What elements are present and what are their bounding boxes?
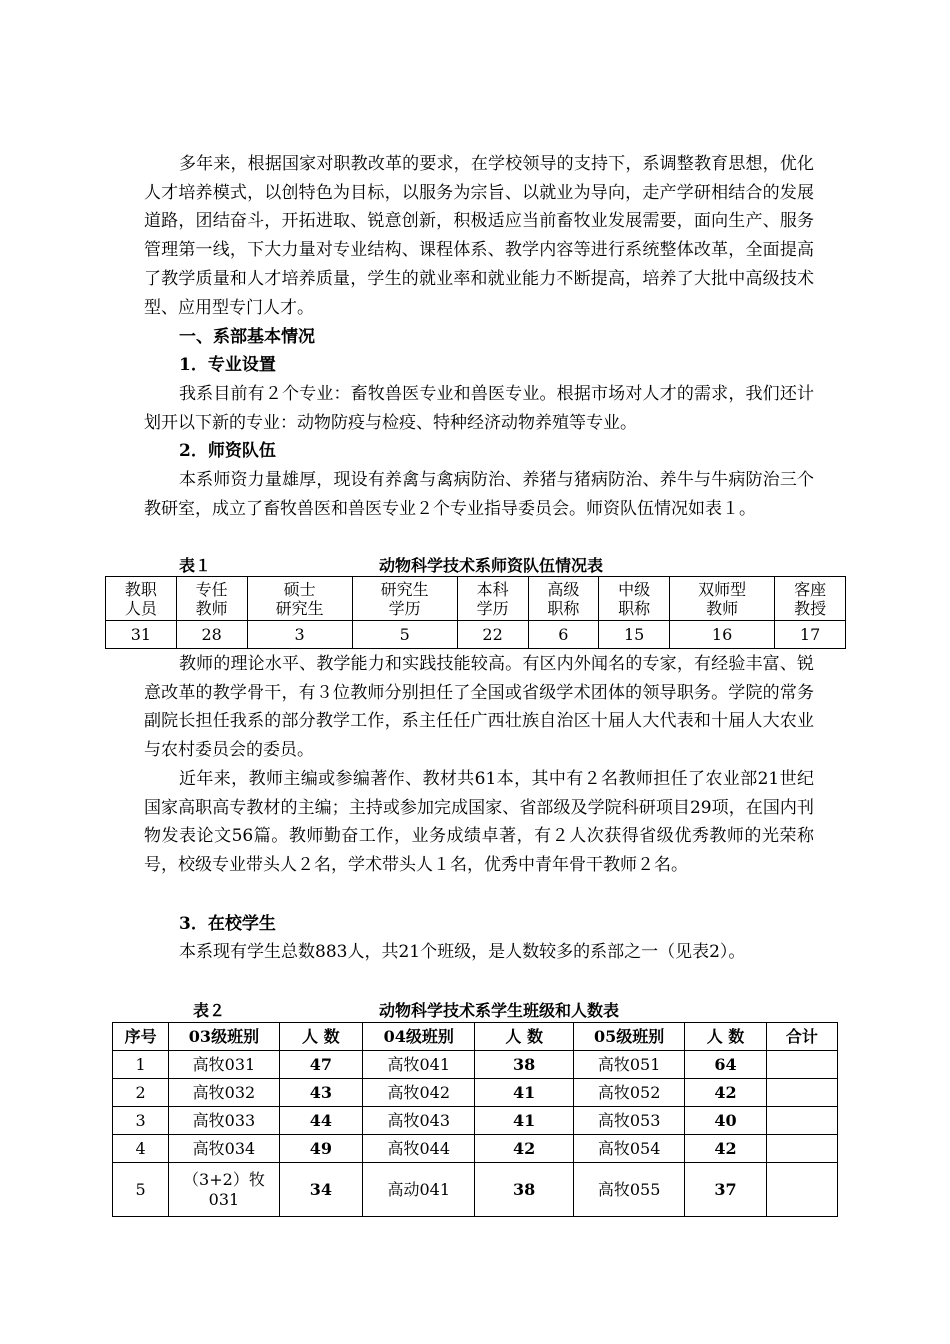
class-name: 高牧051 — [573, 1051, 684, 1079]
works-paragraph: 近年来，教师主编或参编著作、教材共61本，其中有２名教师担任了农业部21世纪国家高职高专教材的主编；主持或参加完成国家、省部级及学院科研项目29项，在国内刊物发表论文56篇。教师勤奋工作，业务成绩卓著，有２人次获得省级优秀教师的光荣称号，校级专业带头人２名，学术带头人１名，优秀中青年骨干教师２名。 — [144, 769, 814, 876]
faculty-table-cell: 6 — [528, 621, 599, 649]
student-count: 34 — [279, 1163, 362, 1217]
faculty-table-cell: 31 — [106, 621, 177, 649]
faculty-paragraph: 本系师资力量雄厚，现设有养禽与禽病防治、养猪与猪病防治、养牛与牛病防治三个教研室，成立了畜牧兽医和兽医专业２个专业指导委员会。师资队伍情况如表１。 — [144, 470, 814, 519]
student-count: 37 — [685, 1163, 766, 1217]
class-name: 高牧043 — [363, 1107, 475, 1135]
row-total — [766, 1051, 837, 1079]
student-count: 41 — [475, 1079, 573, 1107]
faculty-table-header: 硕士 研究生 — [247, 577, 352, 621]
student-count: 41 — [475, 1107, 573, 1135]
row-number: 5 — [113, 1163, 169, 1217]
class-name: 高牧032 — [169, 1079, 279, 1107]
class-name: 高牧031 — [169, 1051, 279, 1079]
students-table-header: 人 数 — [685, 1023, 766, 1051]
faculty-table-cell: 17 — [775, 621, 846, 649]
faculty-table-header: 本科 学历 — [457, 577, 528, 621]
table2-title: 动物科学技术系学生班级和人数表 — [379, 1001, 620, 1020]
students-table-header: 04级班别 — [363, 1023, 475, 1051]
student-count: 40 — [685, 1107, 766, 1135]
faculty-table-header: 双师型 教师 — [670, 577, 775, 621]
student-count: 42 — [475, 1135, 573, 1163]
table2-label: 表２ — [193, 1001, 226, 1020]
row-number: 2 — [113, 1079, 169, 1107]
students-table-header: 序号 — [113, 1023, 169, 1051]
row-number: 1 — [113, 1051, 169, 1079]
table-row — [113, 1107, 838, 1135]
faculty-table-cell: 5 — [352, 621, 457, 649]
table-row — [113, 1079, 838, 1107]
row-total — [766, 1107, 837, 1135]
subheading-majors: 1．专业设置 — [179, 355, 276, 375]
students-table-header: 人 数 — [279, 1023, 362, 1051]
row-number: 3 — [113, 1107, 169, 1135]
faculty-table-cell: 16 — [670, 621, 775, 649]
class-name: 高牧041 — [363, 1051, 475, 1079]
majors-paragraph: 我系目前有２个专业：畜牧兽医专业和兽医专业。根据市场对人才的需求，我们还计划开以下新的专业：动物防疫与检疫、特种经济动物养殖等专业。 — [144, 384, 814, 433]
student-count: 38 — [475, 1051, 573, 1079]
table-row — [113, 1163, 838, 1217]
row-total — [766, 1163, 837, 1217]
students-table — [112, 1022, 838, 1217]
students-paragraph: 本系现有学生总数883人，共21个班级，是人数较多的系部之一（见表2）。 — [179, 942, 746, 962]
row-number: 4 — [113, 1135, 169, 1163]
faculty-table-cell: 22 — [457, 621, 528, 649]
student-count: 44 — [279, 1107, 362, 1135]
intro-paragraph: 多年来，根据国家对职教改革的要求，在学校领导的支持下，系调整教育思想，优化人才培养模式，以创特色为目标，以服务为宗旨、以就业为导向，走产学研相结合的发展道路，团结奋斗，开拓进取、锐意创新，积极适应当前畜牧业发展需要，面向生产、服务管理第一线，下大力量对专业结构、课程体系、教学内容等进行系统整体改革，全面提高了教学质量和人才培养质量，学生的就业率和就业能力不断提高，培养了大批中高级技术型、应用型专门人才。 — [144, 154, 814, 318]
class-name: 高牧053 — [573, 1107, 684, 1135]
student-count: 49 — [279, 1135, 362, 1163]
class-name: 高牧055 — [573, 1163, 684, 1217]
student-count: 47 — [279, 1051, 362, 1079]
student-count: 38 — [475, 1163, 573, 1217]
class-name: 高牧042 — [363, 1079, 475, 1107]
faculty-table-header: 研究生 学历 — [352, 577, 457, 621]
table-row — [113, 1051, 838, 1079]
students-table-header: 合计 — [766, 1023, 837, 1051]
faculty-table-cell: 15 — [599, 621, 670, 649]
student-count: 42 — [685, 1079, 766, 1107]
faculty-table-cell: 28 — [176, 621, 247, 649]
row-total — [766, 1135, 837, 1163]
faculty-table — [105, 576, 846, 649]
table-row — [113, 1135, 838, 1163]
section-heading-basic: 一、系部基本情况 — [179, 327, 315, 347]
class-name: 高牧044 — [363, 1135, 475, 1163]
teaching-paragraph: 教师的理论水平、教学能力和实践技能较高。有区内外闻名的专家，有经验丰富、锐意改革的教学骨干，有３位教师分别担任了全国或省级学术团体的领导职务。学院的常务副院长担任我系的部分教学工作，系主任任广西壮族自治区十届人大代表和十届人大农业与农村委员会的委员。 — [144, 654, 814, 761]
table1-title: 动物科学技术系师资队伍情况表 — [379, 556, 604, 575]
class-name: 高牧054 — [573, 1135, 684, 1163]
students-table-header: 人 数 — [475, 1023, 573, 1051]
faculty-table-header: 中级 职称 — [599, 577, 670, 621]
table1-label: 表１ — [179, 556, 212, 575]
students-table-header: 05级班别 — [573, 1023, 684, 1051]
faculty-table-header: 教职 人员 — [106, 577, 177, 621]
student-count: 42 — [685, 1135, 766, 1163]
class-name: 高牧033 — [169, 1107, 279, 1135]
class-name: 高牧052 — [573, 1079, 684, 1107]
subheading-faculty: 2．师资队伍 — [179, 441, 276, 461]
class-name: 高动041 — [363, 1163, 475, 1217]
faculty-table-header: 客座 教授 — [775, 577, 846, 621]
student-count: 43 — [279, 1079, 362, 1107]
subheading-students: 3．在校学生 — [179, 914, 276, 934]
student-count: 64 — [685, 1051, 766, 1079]
class-name: 高牧034 — [169, 1135, 279, 1163]
students-table-header: 03级班别 — [169, 1023, 279, 1051]
row-total — [766, 1079, 837, 1107]
faculty-table-header: 高级 职称 — [528, 577, 599, 621]
class-name: （3+2）牧 031 — [169, 1163, 279, 1217]
faculty-table-header: 专任 教师 — [176, 577, 247, 621]
faculty-table-cell: 3 — [247, 621, 352, 649]
